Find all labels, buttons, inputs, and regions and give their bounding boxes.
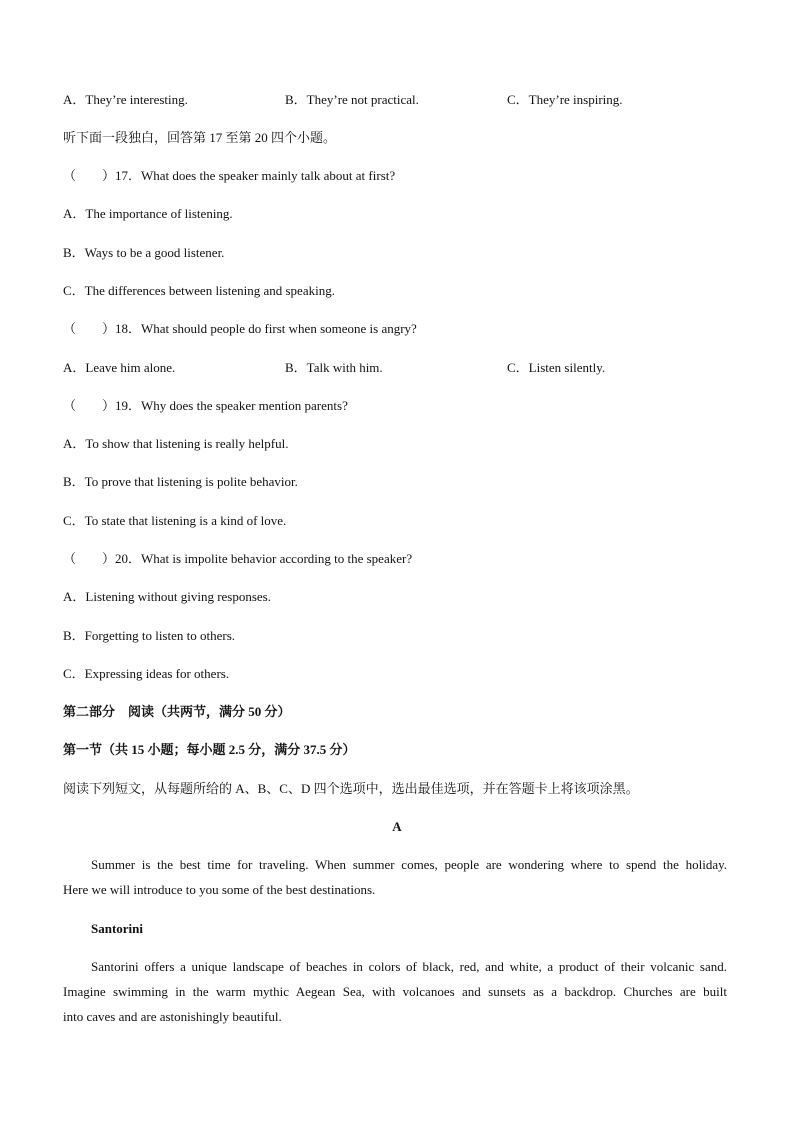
section1-heading: 第一节（共 15 小题；每小题 2.5 分，满分 37.5 分）: [63, 742, 356, 757]
q18-option-c: C．Listen silently.: [507, 360, 606, 375]
q18-option-a: A．Leave him alone.: [63, 360, 176, 375]
q20-option-c: C．Expressing ideas for others.: [63, 666, 230, 681]
q19-option-c: C．To state that listening is a kind of love.: [63, 513, 287, 528]
q18-stem: （ ）18．What should people do first when someone is angry?: [63, 321, 417, 336]
passage-intro-line-2: Here we will introduce to you some of the best destinations.: [63, 882, 376, 897]
q19-stem: （ ）19．Why does the speaker mention parents?: [63, 398, 348, 413]
monologue-instruction: 听下面一段独白，回答第 17 至第 20 四个小题。: [63, 130, 337, 145]
q17-option-a: A．The importance of listening.: [63, 206, 233, 221]
q17-option-c: C．The differences between listening and speaking.: [63, 283, 335, 298]
q16-option-a: A．They’re interesting.: [63, 92, 188, 107]
q16-option-b: B．They’re not practical.: [285, 92, 419, 107]
q18-option-b: B．Talk with him.: [285, 360, 383, 375]
passage-intro-line-1: Summer is the best time for traveling. When summer comes, people are wondering where to spend the holiday.: [91, 857, 727, 872]
passage-subheading: Santorini: [91, 921, 144, 936]
q17-stem: （ ）17．What does the speaker mainly talk about at first?: [63, 168, 396, 183]
q16-option-c: C．They’re inspiring.: [507, 92, 623, 107]
q19-option-b: B．To prove that listening is polite behavior.: [63, 474, 298, 489]
passage-label: A: [392, 819, 402, 834]
q19-option-a: A．To show that listening is really helpful.: [63, 436, 289, 451]
q20-option-b: B．Forgetting to listen to others.: [63, 628, 236, 643]
q20-stem: （ ）20．What is impolite behavior according to the speaker?: [63, 551, 413, 566]
q20-option-a: A．Listening without giving responses.: [63, 589, 271, 604]
reading-instruction: 阅读下列短文，从每题所给的 A、B、C、D 四个选项中，选出最佳选项，并在答题卡上将该项涂黑。: [63, 781, 639, 796]
santorini-line-2: Imagine swimming in the warm mythic Aegean Sea, with volcanoes and sunsets as a backdrop. Churches are built: [63, 984, 727, 999]
part2-heading: 第二部分 阅读（共两节，满分 50 分）: [63, 704, 291, 719]
santorini-line-1: Santorini offers a unique landscape of beaches in colors of black, red, and white, a product of their volcanic sand.: [91, 959, 727, 974]
q17-option-b: B．Ways to be a good listener.: [63, 245, 225, 260]
santorini-line-3: into caves and are astonishingly beautiful.: [63, 1009, 282, 1024]
